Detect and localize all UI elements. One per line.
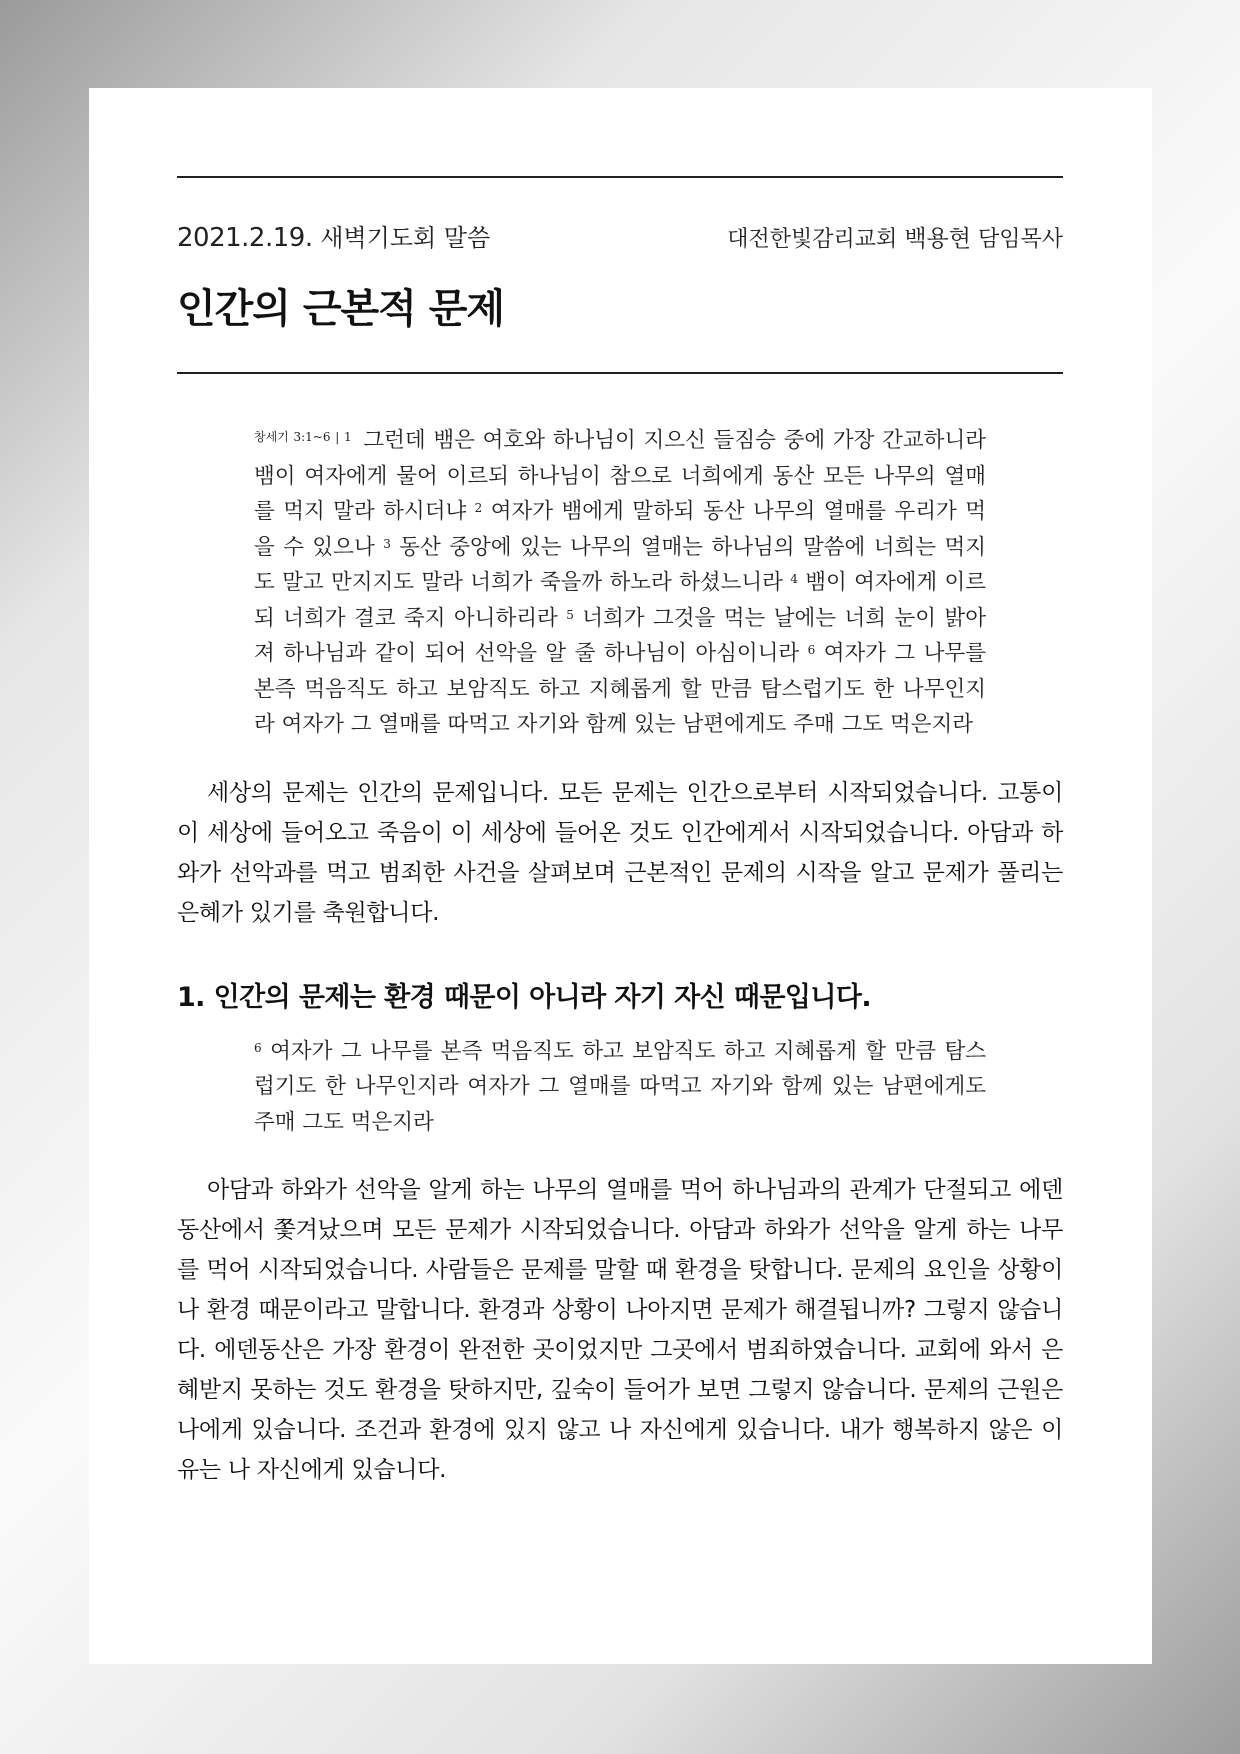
verse-4: 뱀이 여자에게 이르되 너희가 결코 죽지 아니하리라 (254, 570, 987, 631)
scripture-reference: 창세기 3:1~6 | 1 (254, 430, 352, 444)
verse-2: 여자가 뱀에게 말하되 동산 나무의 열매를 우리가 먹을 수 있으나 (254, 499, 986, 560)
verse-number-5: 5 (566, 607, 574, 622)
pastor-title: 담임목사 (977, 227, 1063, 252)
document-page (89, 88, 1152, 1664)
section-1-scripture (254, 1034, 986, 1141)
verse-5: 너희가 그것을 먹는 날에는 너희 눈이 밝아져 하나님과 같이 되어 선악을 알 줄 하나님이 아심이니라 (254, 605, 986, 666)
sermon-meta (177, 218, 1063, 253)
verse-number-2: 2 (474, 501, 483, 515)
scripture-passage (254, 420, 986, 743)
title-rule (177, 372, 1063, 374)
church-name: 대전한빛감리교회 (727, 227, 898, 252)
sermon-title: 인간의 근본적 문제 (177, 286, 504, 332)
service-name: 새벽기도회 말씀 (320, 224, 491, 252)
verse-6: 여자가 그 나무를 본즉 먹음직도 하고 보암직도 하고 지혜롭게 할 만큼 탐스럽기도 한 나무인지라 여자가 그 열매를 따먹고 자기와 함께 있는 남편에게도 주매 그도 먹은지라 (254, 641, 986, 737)
section-1-verse-text: 여자가 그 나무를 본즉 먹음직도 하고 보암직도 하고 지혜롭게 할 만큼 탐스럽기도 한 나무인지라 여자가 그 열매를 따먹고 자기와 함께 있는 남편에게도 주매 그도 먹은지라 (254, 1038, 987, 1135)
top-rule (177, 176, 1063, 178)
verse-number-3: 3 (383, 536, 391, 551)
verse-3: 동산 중앙에 있는 나무의 열매는 하나님의 말씀에 너희는 먹지도 말고 만지지도 말라 너희가 죽을까 하노라 하셨느니라 (254, 534, 987, 595)
section-1-heading: 1. 인간의 문제는 환경 때문이 아니라 자기 자신 때문입니다. (177, 981, 871, 1013)
verse-number-6: 6 (807, 643, 816, 657)
section-1-verse-number: 6 (254, 1040, 262, 1055)
section-1-paragraph: 아담과 하와가 선악을 알게 하는 나무의 열매를 먹어 하나님과의 관계가 단절되고 에덴동산에서 쫓겨났으며 모든 문제가 시작되었습니다. 아담과 하와가 선악을 알게 하는 나무를 먹어 시작되었습니다. 사람들은 문제를 말할 때 환경을 탓합니다. 문제의 요인을 상황이나 환경 때문이라고 말합니다. 환경과 상황이 나아지면 문제가 해결됩니까? 그렇지 않습니다. 에덴동산은 가장 환경이 완전한 곳이었지만 그곳에서 범죄하였습니다. 교회에 와서 은혜받지 못하는 것도 환경을 탓하지만, 깊숙이 들어가 보면 그렇지 않습니다. 문제의 근원은 나에게 있습니다. 조건과 환경에 있지 않고 나 자신에게 있습니다. 내가 행복하지 않은 이유는 나 자신에게 있습니다. (177, 1177, 1063, 1483)
sermon-date: 2021.2.19. (177, 223, 313, 253)
intro-paragraph: 세상의 문제는 인간의 문제입니다. 모든 문제는 인간으로부터 시작되었습니다. 고통이 이 세상에 들어오고 죽음이 이 세상에 들어온 것도 인간에게서 시작되었습니다. 아담과 하와가 선악과를 먹고 범죄한 사건을 살펴보며 근본적인 문제의 시작을 알고 문제가 풀리는 은혜가 있기를 축원합니다. (177, 779, 1063, 926)
verse-1: 그런데 뱀은 여호와 하나님이 지으신 들짐승 중에 가장 간교하니라 뱀이 여자에게 물어 이르되 하나님이 참으로 너희에게 동산 모든 나무의 열매를 먹지 말라 하시더냐 (254, 428, 986, 524)
pastor-line (727, 220, 1063, 253)
document-content (177, 176, 1063, 1490)
sermon-date-line (177, 218, 490, 253)
verse-number-4: 4 (790, 572, 798, 586)
pastor-name: 백용현 (904, 226, 971, 252)
